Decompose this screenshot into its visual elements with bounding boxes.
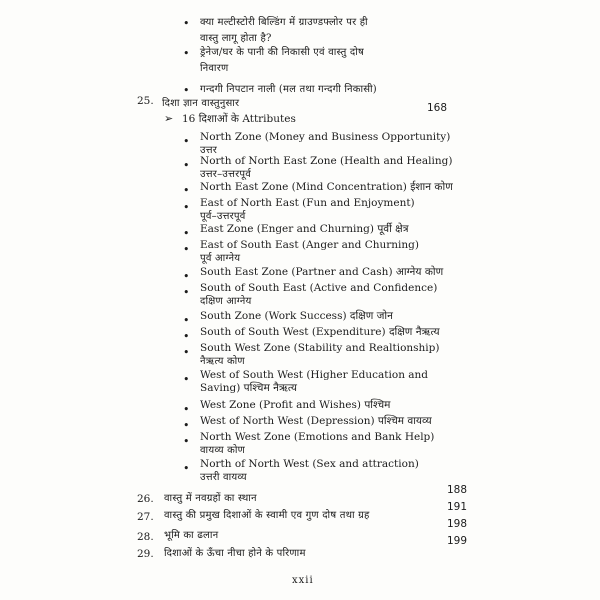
entry-title: दिशाओं के ऊँचा नीचा होने के परिणाम <box>164 548 306 559</box>
zone-text: North of North East Zone (Health and Healing) <box>200 155 453 167</box>
zone-text: East Zone (Enger and Churning) पूर्वी क्षेत्र <box>200 223 409 235</box>
bullet-text: वास्तु लागू होता है? <box>200 33 272 44</box>
entry-title: दिशा ज्ञान वास्तुनुसार <box>162 98 240 109</box>
bullet-icon: • <box>183 159 190 172</box>
zone-hindi: उत्तर–उत्तरपूर्व <box>200 169 251 180</box>
zone-hindi: नैऋत्य कोण <box>200 356 245 367</box>
zone-text: East of North East (Fun and Enjoyment) <box>200 197 415 209</box>
bullet-icon: • <box>183 330 190 343</box>
bullet-icon: • <box>183 243 190 256</box>
zone-text: North of North West (Sex and attraction) <box>200 458 419 470</box>
zone-text: South East Zone (Partner and Cash) आग्नेय कोण <box>200 266 444 278</box>
entry-title: वास्तु में नवग्रहों का स्थान <box>164 493 257 504</box>
zone-text: South Zone (Work Success) दक्षिण जोन <box>200 310 393 322</box>
zone-text: West of South West (Higher Education and <box>200 369 429 381</box>
zone-text: South West Zone (Stability and Realtionship) <box>200 342 440 354</box>
bullet-icon: • <box>183 227 190 240</box>
zone-hindi: उत्तरी वायव्य <box>200 472 247 483</box>
bullet-icon: • <box>183 462 190 475</box>
entry-number: 27. <box>137 511 154 523</box>
entry-page: 191 <box>447 501 468 513</box>
bullet-icon: • <box>183 47 190 60</box>
bullet-text: निवारण <box>200 63 229 74</box>
zone-hindi: पूर्व–उत्तरपूर्व <box>200 211 246 222</box>
zone-text: West of North West (Depression) पश्चिम वायव्य <box>200 415 432 427</box>
entry-number: 25. <box>137 95 154 107</box>
bullet-icon: • <box>183 84 190 97</box>
bullet-text: ड्रेनेज/घर के पानी की निकासी एवं वास्तु दोष <box>200 47 364 58</box>
bullet-icon: • <box>183 286 190 299</box>
zone-text: South of South East (Active and Confidence) <box>200 282 438 294</box>
entry-number: 26. <box>137 493 154 505</box>
bullet-icon: • <box>183 403 190 416</box>
entry-page: 168 <box>427 102 448 114</box>
bullet-icon: • <box>183 314 190 327</box>
entry-number: 28. <box>137 531 154 543</box>
bullet-text: क्या मल्टीस्टोरी बिल्डिंग में ग्राउण्डफ्लोर पर ही <box>200 17 368 28</box>
zone-text: North East Zone (Mind Concentration) ईशान कोण <box>200 181 453 193</box>
zone-text: South of South West (Expenditure) दक्षिण नैऋत्य <box>200 326 440 338</box>
bullet-icon: • <box>183 184 190 197</box>
bullet-icon: • <box>183 373 190 386</box>
page-number-footer: xxii <box>292 575 314 586</box>
entry-title: भूमि का ढलान <box>164 530 219 541</box>
zone-text: East of South East (Anger and Churning) <box>200 239 419 251</box>
zone-text: North West Zone (Emotions and Bank Help) <box>200 431 435 443</box>
bullet-text: गन्दगी निपटान नाली (मल तथा गन्दगी निकासी) <box>200 84 377 95</box>
bullet-icon: • <box>183 135 190 148</box>
bullet-icon: • <box>183 270 190 283</box>
attributes-heading: 16 दिशाओं के Attributes <box>182 113 296 125</box>
entry-page: 199 <box>447 535 468 547</box>
entry-page: 198 <box>447 518 468 530</box>
zone-hindi: वायव्य कोण <box>200 445 246 456</box>
arrow-icon: ➢ <box>164 112 174 125</box>
zone-text: Saving) पश्चिम नैऋत्य <box>200 382 298 394</box>
entry-number: 29. <box>137 548 154 560</box>
bullet-icon: • <box>183 346 190 359</box>
zone-hindi: दक्षिण आग्नेय <box>200 296 252 307</box>
bullet-icon: • <box>183 435 190 448</box>
zone-hindi: उत्तर <box>200 145 218 156</box>
zone-text: North Zone (Money and Business Opportunity) <box>200 131 451 143</box>
bullet-icon: • <box>183 419 190 432</box>
bullet-icon: • <box>183 17 190 30</box>
zone-text: West Zone (Profit and Wishes) पश्चिम <box>200 399 391 411</box>
zone-hindi: पूर्व आग्नेय <box>200 253 241 264</box>
bullet-icon: • <box>183 201 190 214</box>
entry-page: 188 <box>447 484 468 496</box>
entry-title: वास्तु की प्रमुख दिशाओं के स्वामी एव गुण दोष तथा ग्रह <box>164 510 370 521</box>
